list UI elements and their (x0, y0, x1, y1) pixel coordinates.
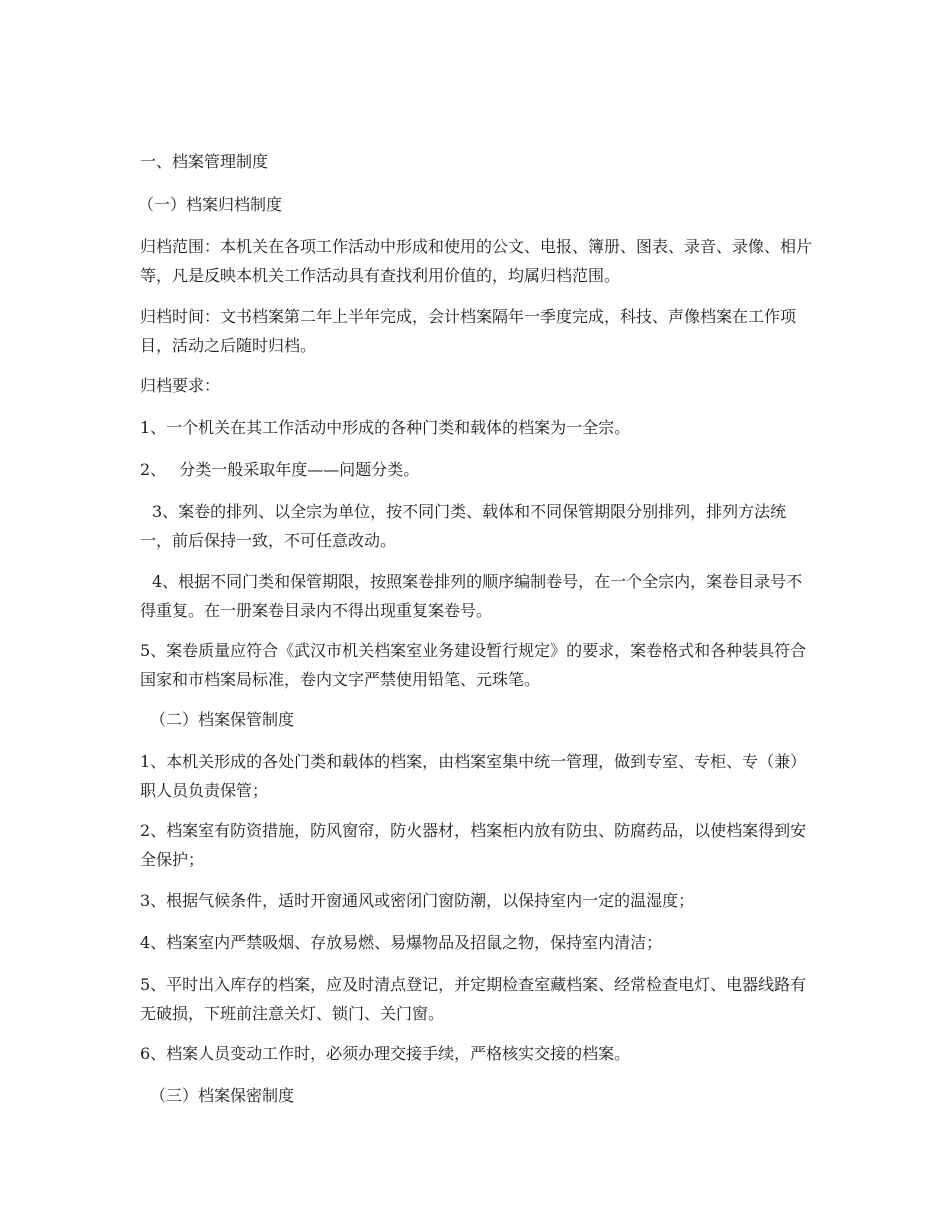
paragraph-time: 归档时间：文书档案第二年上半年完成，会计档案隔年一季度完成，科技、声像档案在工作项目，活动之后随时归档。 (140, 307, 797, 355)
requirement-5: 5、案卷质量应符合《武汉市机关档案室业务建设暂行规定》的要求，案卷格式和各种装具符合国家和市档案局标准，卷内文字严禁使用铅笔、元珠笔。 (140, 641, 807, 689)
requirement-2: 2、 分类一般采取年度——问题分类。 (140, 460, 420, 479)
requirement-3: 3、案卷的排列、以全宗为单位，按不同门类、载体和不同保管期限分别排列，排列方法统一，前后保持一致，不可任意改动。 (140, 502, 787, 550)
requirement-4: 4、根据不同门类和保管期限，按照案卷排列的顺序编制卷号，在一个全宗内，案卷目录号不得重复。在一册案卷目录内不得出现重复案卷号。 (140, 572, 803, 620)
keeping-rule-4: 4、档案室内严禁吸烟、存放易燃、易爆物品及招鼠之物，保持室内清洁； (140, 933, 663, 952)
section-3-title: （三）档案保密制度 (150, 1086, 295, 1105)
requirement-1: 1、一个机关在其工作活动中形成的各种门类和载体的档案为一全宗。 (140, 418, 631, 437)
keeping-rule-1: 1、本机关形成的各处门类和载体的档案，由档案室集中统一管理，做到专室、专柜、专（兼）职人员负责保管； (140, 752, 807, 800)
section-2-title: （二）档案保管制度 (150, 710, 295, 729)
keeping-rule-5: 5、平时出入库存的档案，应及时清点登记，并定期检查室藏档案、经常检查电灯、电器线路有无破损，下班前注意关灯、锁门、关门窗。 (140, 975, 807, 1023)
requirements-label: 归档要求： (140, 376, 221, 395)
keeping-rule-6: 6、档案人员变动工作时，必须办理交接手续，严格核实交接的档案。 (140, 1044, 631, 1063)
section-1-title: （一）档案归档制度 (138, 195, 283, 214)
heading-archive-management: 一、档案管理制度 (140, 152, 269, 171)
keeping-rule-2: 2、档案室有防资措施，防风窗帘，防火器材，档案柜内放有防虫、防腐药品，以使档案得到安全保护； (140, 821, 807, 869)
paragraph-scope: 归档范围：本机关在各项工作活动中形成和使用的公文、电报、簿册、图表、录音、录像、相片等，凡是反映本机关工作活动具有查找利用价值的，均属归档范围。 (140, 237, 813, 285)
keeping-rule-3: 3、根据气候条件，适时开窗通风或密闭门窗防潮，以保持室内一定的温湿度； (140, 891, 695, 910)
